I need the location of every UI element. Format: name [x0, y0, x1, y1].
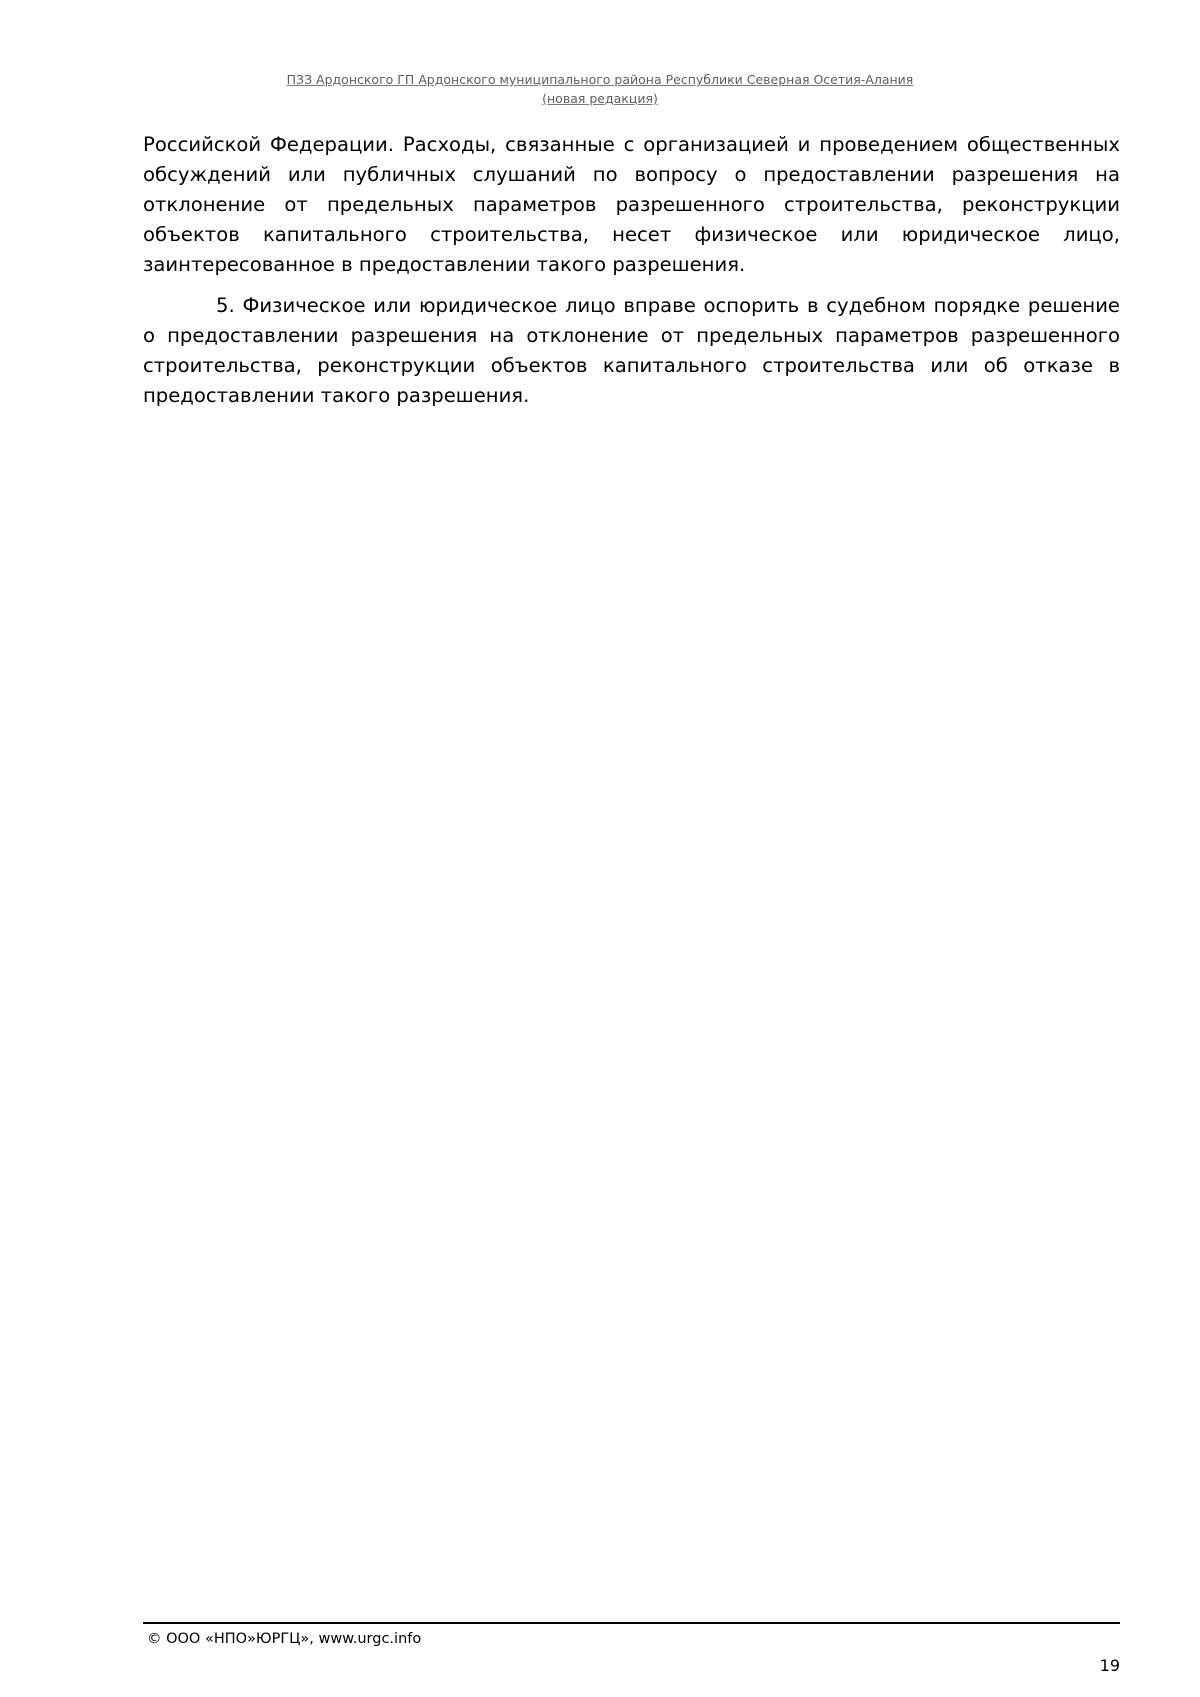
footer-divider [143, 1622, 1120, 1624]
paragraph-item-5: 5. Физическое или юридическое лицо вправе оспорить в судебном порядке решение о предоставлении разрешения на отклонение от предельных параметров разрешенного строительства, реконструкции объектов капитального строительства или об отказе в предоставлении такого разрешения. [143, 294, 1120, 407]
document-body [143, 130, 1120, 422]
paragraph-continuation: Российской Федерации. Расходы, связанные с организацией и проведением общественных обсуждений или публичных слушаний по вопросу о предоставлении разрешения на отклонение от предельных параметров разрешенного строительства, реконструкции объектов капитального строительства, несет физическое или юридическое лицо, заинтересованное в предоставлении такого разрешения. [143, 133, 1120, 276]
footer-copyright: © ООО «НПО»ЮРГЦ», www.urgc.info [147, 1631, 422, 1647]
header-title: ПЗЗ Ардонского ГП Ардонского муниципального района Республики Северная Осетия-Алания [286, 72, 914, 87]
running-header [0, 70, 1200, 108]
header-subtitle: (новая редакция) [542, 91, 658, 106]
page-number: 19 [1099, 1656, 1120, 1675]
